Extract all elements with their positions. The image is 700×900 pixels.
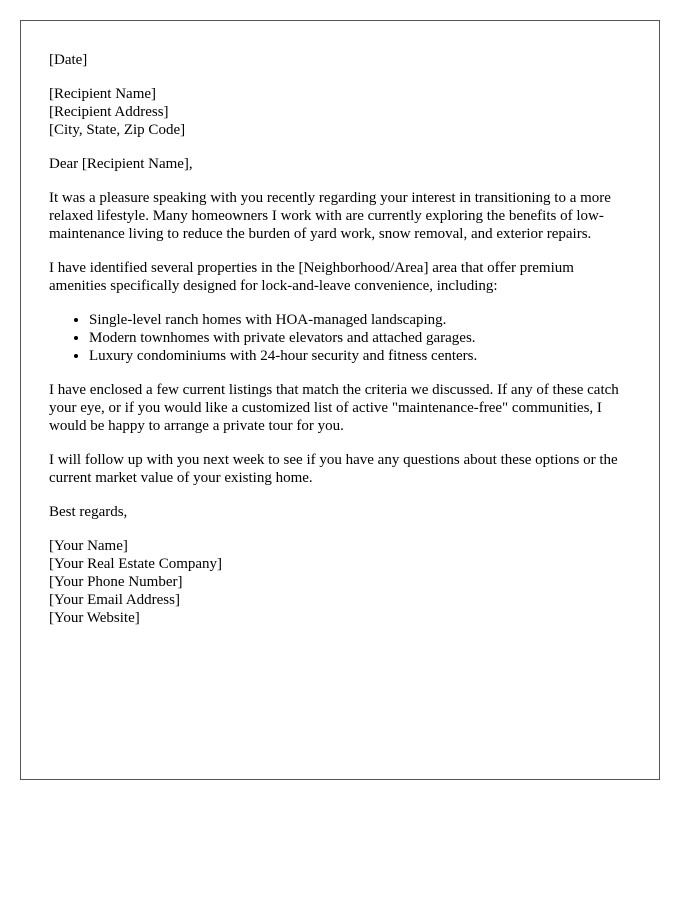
signature-phone: [Your Phone Number] <box>49 574 183 590</box>
letter-page <box>20 20 660 780</box>
amenity-item: • Luxury condominiums with 24-hour security and fitness centers. <box>89 347 631 365</box>
signature-name: [Your Name] <box>49 538 128 554</box>
listings-paragraph: I have enclosed a few current listings that match the criteria we discussed. If any of these catch your eye, or if you would like a customized list of active "maintenance-free" communities, I would be happy to arrange a private tour for you. <box>49 382 619 434</box>
amenities-list <box>49 311 631 365</box>
recipient-name: [Recipient Name] <box>49 86 157 102</box>
recipient-city-state-zip: [City, State, Zip Code] <box>49 122 186 138</box>
properties-paragraph: I have identified several properties in the [Neighborhood/Area] area that offer premium amenities specifically designed for lock-and-leave convenience, including: <box>49 260 574 294</box>
recipient-address: [Recipient Address] <box>49 104 169 120</box>
signature-website: [Your Website] <box>49 610 140 626</box>
date-line: [Date] <box>49 52 88 68</box>
follow-up-paragraph: I will follow up with you next week to see if you have any questions about these options or the current market value of your existing home. <box>49 452 618 486</box>
signature-company: [Your Real Estate Company] <box>49 556 223 572</box>
intro-paragraph: It was a pleasure speaking with you recently regarding your interest in transitioning to a more relaxed lifestyle. Many homeowners I work with are currently exploring the benefits of low-maintenance living to reduce the burden of yard work, snow removal, and exterior repairs. <box>49 190 611 242</box>
sign-off: Best regards, <box>49 504 128 520</box>
amenity-item: • Modern townhomes with private elevators and attached garages. <box>89 329 631 347</box>
signature-email: [Your Email Address] <box>49 592 180 608</box>
recipient-block <box>49 85 631 139</box>
signature-block <box>49 537 631 627</box>
amenity-item: • Single-level ranch homes with HOA-managed landscaping. <box>89 311 631 329</box>
salutation: Dear [Recipient Name], <box>49 156 193 172</box>
